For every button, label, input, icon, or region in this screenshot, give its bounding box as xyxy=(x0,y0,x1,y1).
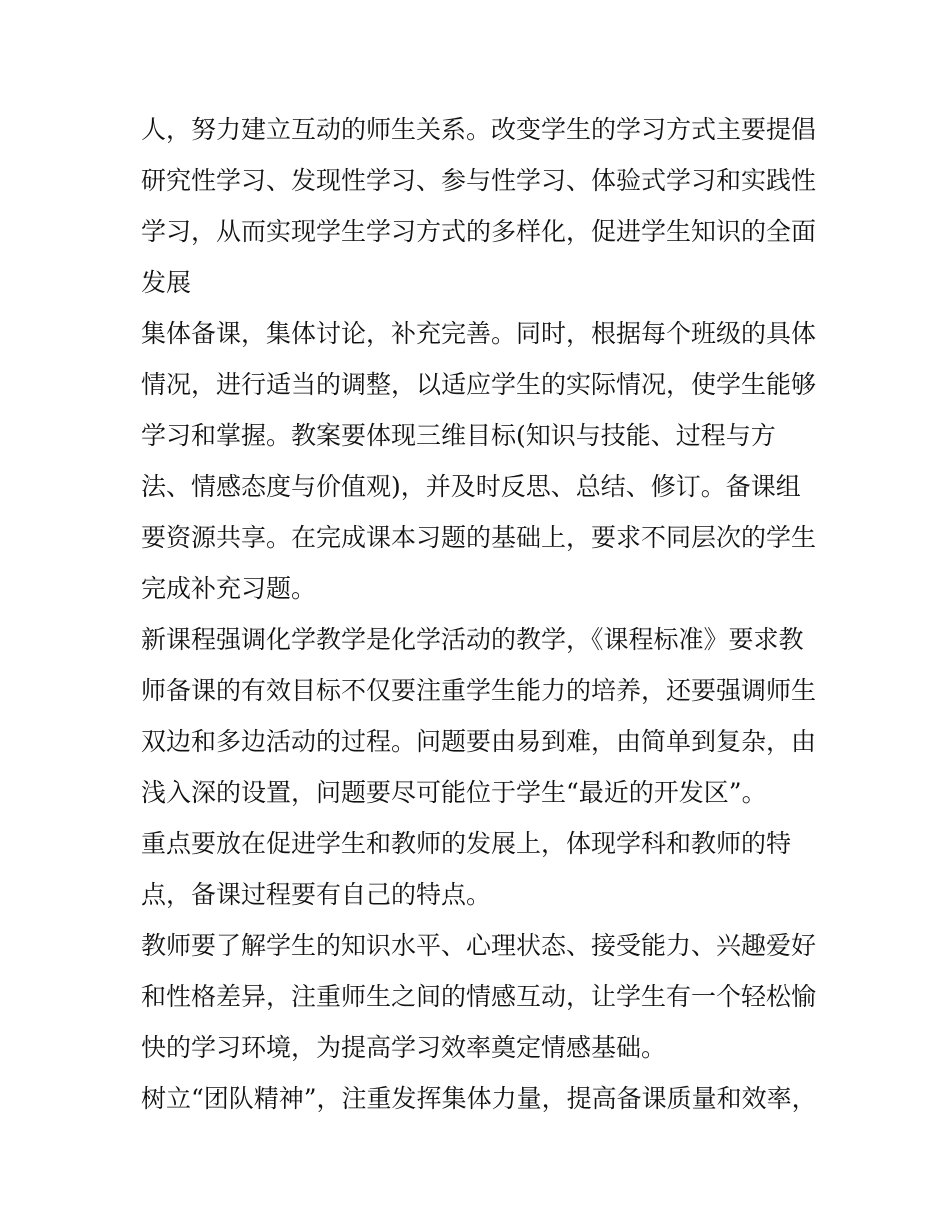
text-line: 人，努力建立互动的师生关系。改变学生的学习方式主要提倡 xyxy=(141,115,817,144)
text-line: 要资源共享。在完成课本习题的基础上，要求不同层次的学生 xyxy=(141,523,817,552)
text-line: 双边和多边活动的过程。问题要由易到难，由简单到复杂，由 xyxy=(141,727,817,756)
document-body xyxy=(141,104,821,1124)
text-line: 学习，从而实现学生学习方式的多样化，促进学生知识的全面 xyxy=(141,217,817,246)
text-line: 新课程强调化学教学是化学活动的教学，《课程标准》要求教 xyxy=(141,625,804,654)
text-line: 完成补充习题。 xyxy=(141,574,317,603)
text-line: 学习和掌握。教案要体现三维目标(知识与技能、过程与方 xyxy=(141,421,776,450)
text-line: 师备课的有效目标不仅要注重学生能力的培养，还要强调师生 xyxy=(141,676,817,705)
text-line: 法、情感态度与价值观)，并及时反思、总结、修订。备课组 xyxy=(141,472,801,501)
text-line: 点，备课过程要有自己的特点。 xyxy=(141,880,492,909)
text-line: 重点要放在促进学生和教师的发展上，体现学科和教师的特 xyxy=(141,829,792,858)
text-line: 发展 xyxy=(141,268,192,297)
text-line: 树立“团队精神”，注重发挥集体力量，提高备课质量和效率， xyxy=(141,1084,817,1113)
text-line: 快的学习环境，为提高学习效率奠定情感基础。 xyxy=(141,1033,667,1062)
text-line: 研究性学习、发现性学习、参与性学习、体验式学习和实践性 xyxy=(141,166,817,195)
text-line: 和性格差异，注重师生之间的情感互动，让学生有一个轻松愉 xyxy=(141,982,817,1011)
text-line: 情况，进行适当的调整，以适应学生的实际情况，使学生能够 xyxy=(141,370,817,399)
text-line: 教师要了解学生的知识水平、心理状态、接受能力、兴趣爱好 xyxy=(141,931,817,960)
text-line: 浅入深的设置，问题要尽可能位于学生“最近的开发区”。 xyxy=(141,778,767,807)
text-line: 集体备课，集体讨论，补充完善。同时，根据每个班级的具体 xyxy=(141,319,817,348)
